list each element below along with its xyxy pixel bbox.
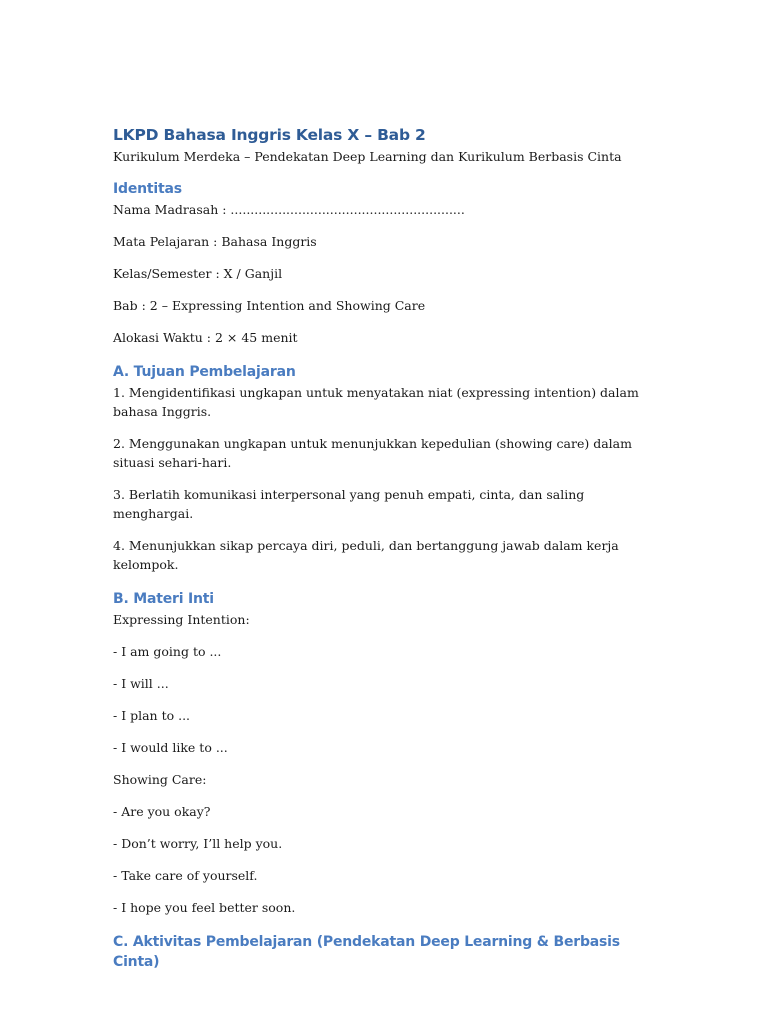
section-heading-identitas: Identitas <box>113 181 182 197</box>
materi-line: - I hope you feel better soon. <box>113 900 296 915</box>
section-heading-aktivitas: C. Aktivitas Pembelajaran (Pendekatan Deep Learning & Berbasis Cinta) <box>113 934 620 970</box>
document-content <box>113 124 653 972</box>
tujuan-item: 2. Menggunakan ungkapan untuk menunjukkan kepedulian (showing care) dalam situasi sehari-hari. <box>113 436 632 470</box>
identitas-line: Bab : 2 – Expressing Intention and Showing Care <box>113 298 426 313</box>
identitas-line: Alokasi Waktu : 2 × 45 menit <box>113 330 298 345</box>
materi-line: - I plan to ... <box>113 708 191 723</box>
identitas-line: Mata Pelajaran : Bahasa Inggris <box>113 234 317 249</box>
identitas-line: Nama Madrasah : ........................................................... <box>113 202 465 217</box>
materi-line: - I would like to ... <box>113 740 228 755</box>
materi-line: - Are you okay? <box>113 804 211 819</box>
tujuan-item: 4. Menunjukkan sikap percaya diri, peduli, dan bertanggung jawab dalam kerja kelompok. <box>113 538 619 572</box>
materi-line: - I will ... <box>113 676 169 691</box>
identitas-line: Kelas/Semester : X / Ganjil <box>113 266 283 281</box>
materi-line: Showing Care: <box>113 772 207 787</box>
materi-line: - Take care of yourself. <box>113 868 258 883</box>
document-title: LKPD Bahasa Inggris Kelas X – Bab 2 <box>113 126 426 144</box>
section-heading-tujuan: A. Tujuan Pembelajaran <box>113 364 296 380</box>
document-subtitle: Kurikulum Merdeka – Pendekatan Deep Learning dan Kurikulum Berbasis Cinta <box>113 149 622 164</box>
tujuan-item: 1. Mengidentifikasi ungkapan untuk menyatakan niat (expressing intention) dalam bahasa Inggris. <box>113 385 639 419</box>
tujuan-item: 3. Berlatih komunikasi interpersonal yang penuh empati, cinta, dan saling menghargai. <box>113 487 585 521</box>
materi-line: Expressing Intention: <box>113 612 250 627</box>
section-heading-materi: B. Materi Inti <box>113 591 214 607</box>
materi-line: - Don’t worry, I’ll help you. <box>113 836 283 851</box>
materi-line: - I am going to ... <box>113 644 222 659</box>
